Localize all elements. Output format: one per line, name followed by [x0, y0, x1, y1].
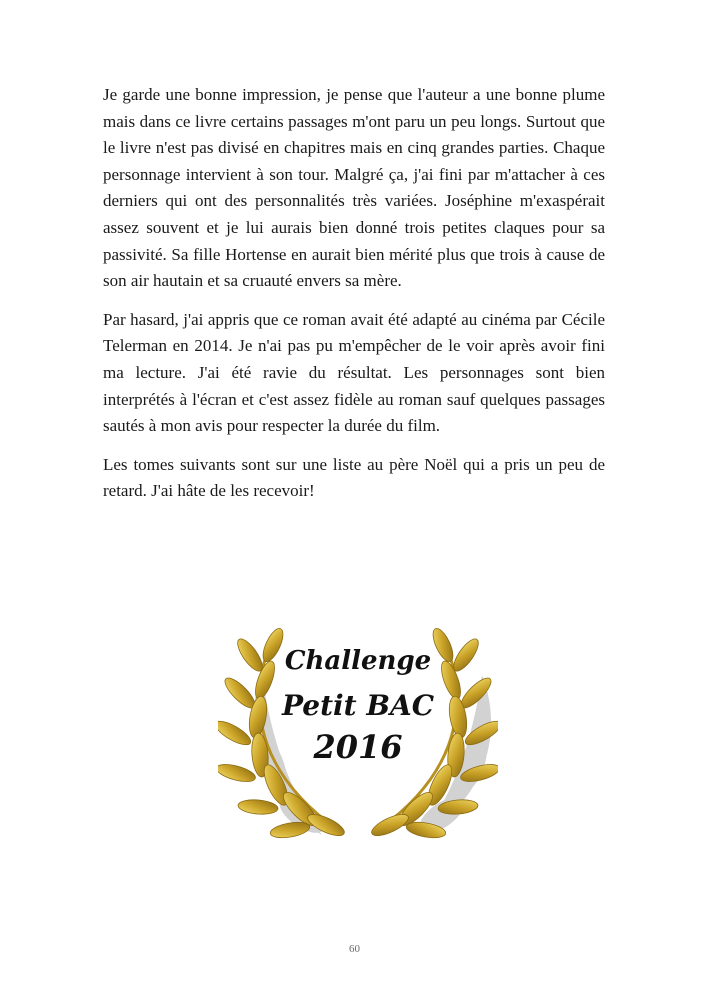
paragraph-film-adaptation: Par hasard, j'ai appris que ce roman avait été adapté au cinéma par Cécile Telerman en 2014. Je n'ai pas pu m'empêcher de le voir après avoir fini ma lecture. J'ai été ravie du résultat. Les personnages sont bien interprétés à l'écran et c'est assez fidèle au roman sauf quelques passages sautés à mon avis pour respecter la durée du film. [103, 309, 605, 436]
badge-year: 2016 [313, 728, 403, 766]
gold-laurel-wreath-icon [218, 625, 498, 855]
paragraph-next-volumes: Les tomes suivants sont sur une liste au père Noël qui a pris un peu de retard. J'ai hâte de les recevoir! [103, 454, 605, 501]
page-number: 60 [349, 943, 360, 955]
review-text [103, 82, 605, 517]
challenge-badge [218, 625, 498, 855]
badge-title-line2: Petit BAC [281, 689, 435, 722]
paragraph-impression: Je garde une bonne impression, je pense que l'auteur a une bonne plume mais dans ce livre certains passages m'ont paru un peu longs. Surtout que le livre n'est pas divisé en chapitres mais en cinq grandes parties. Chaque personnage intervient à son tour. Malgré ça, j'ai fini par m'attacher à ces derniers qui ont des personnalités très variées. Joséphine m'exaspérait assez souvent et je lui aurais bien donné trois petites claques pour sa passivité. Sa fille Hortense en aurait bien mérité plus que trois à cause de son air hautain et sa cruauté envers sa mère. [103, 85, 605, 291]
badge-title-line1: Challenge [284, 646, 432, 676]
